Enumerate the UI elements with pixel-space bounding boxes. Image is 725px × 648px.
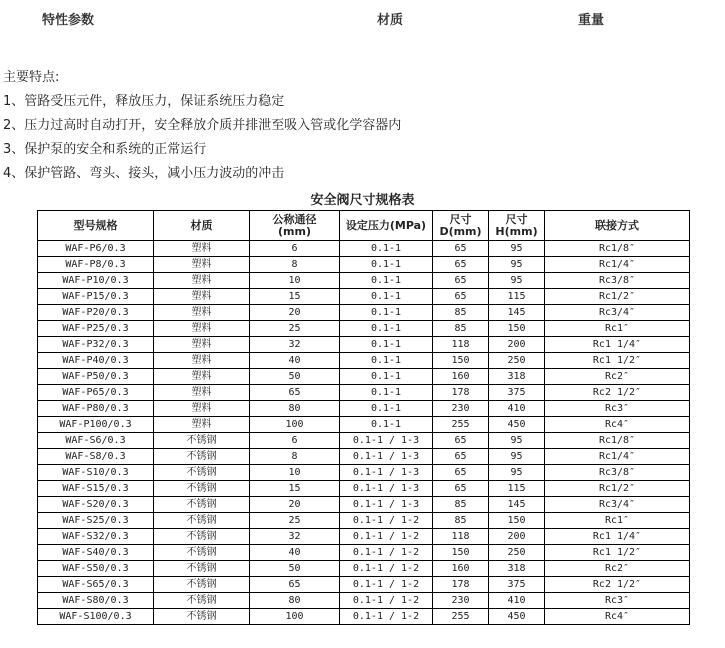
size-h-cell: 410 <box>489 593 545 609</box>
connection-cell: Rc1/8″ <box>545 433 690 449</box>
pressure-cell: 0.1-1 / 1-2 <box>340 529 433 545</box>
material-cell: 不锈钢 <box>154 433 250 449</box>
material-cell: 塑料 <box>154 321 250 337</box>
size-h-cell: 450 <box>489 417 545 433</box>
table-row <box>38 321 690 337</box>
diameter-cell: 20 <box>250 497 340 513</box>
connection-cell: Rc1/2″ <box>545 481 690 497</box>
diameter-cell: 50 <box>250 561 340 577</box>
pressure-cell: 0.1-1 <box>340 417 433 433</box>
table-header-col-set-pressure: 设定压力(MPa) <box>340 211 433 241</box>
material-cell: 塑料 <box>154 241 250 257</box>
pressure-cell: 0.1-1 / 1-3 <box>340 465 433 481</box>
size-h-cell: 115 <box>489 481 545 497</box>
table-row <box>38 273 690 289</box>
size-h-cell: 450 <box>489 609 545 625</box>
diameter-cell: 10 <box>250 465 340 481</box>
model-cell: WAF-S25/0.3 <box>38 513 154 529</box>
pressure-cell: 0.1-1 / 1-3 <box>340 449 433 465</box>
size-h-cell: 115 <box>489 289 545 305</box>
connection-cell: Rc1 1/4″ <box>545 337 690 353</box>
table-row <box>38 577 690 593</box>
connection-cell: Rc1/8″ <box>545 241 690 257</box>
size-d-cell: 65 <box>433 289 489 305</box>
diameter-cell: 10 <box>250 273 340 289</box>
material-cell: 不锈钢 <box>154 449 250 465</box>
model-cell: WAF-S20/0.3 <box>38 497 154 513</box>
connection-cell: Rc1/2″ <box>545 289 690 305</box>
size-d-cell: 150 <box>433 353 489 369</box>
pressure-cell: 0.1-1 / 1-2 <box>340 513 433 529</box>
connection-cell: Rc1″ <box>545 321 690 337</box>
model-cell: WAF-P25/0.3 <box>38 321 154 337</box>
table-row <box>38 337 690 353</box>
size-h-cell: 318 <box>489 561 545 577</box>
connection-cell: Rc1 1/2″ <box>545 353 690 369</box>
connection-cell: Rc1 1/2″ <box>545 545 690 561</box>
connection-cell: Rc3/4″ <box>545 497 690 513</box>
diameter-cell: 8 <box>250 449 340 465</box>
model-cell: WAF-S15/0.3 <box>38 481 154 497</box>
feature-item: 3、保护泵的安全和系统的正常运行 <box>3 142 207 157</box>
diameter-cell: 65 <box>250 385 340 401</box>
diameter-cell: 40 <box>250 545 340 561</box>
size-d-cell: 85 <box>433 321 489 337</box>
diameter-cell: 65 <box>250 577 340 593</box>
pressure-cell: 0.1-1 / 1-2 <box>340 577 433 593</box>
model-cell: WAF-S50/0.3 <box>38 561 154 577</box>
diameter-cell: 32 <box>250 337 340 353</box>
pressure-cell: 0.1-1 / 1-2 <box>340 545 433 561</box>
pressure-cell: 0.1-1 <box>340 321 433 337</box>
diameter-cell: 80 <box>250 593 340 609</box>
model-cell: WAF-P65/0.3 <box>38 385 154 401</box>
size-h-cell: 145 <box>489 497 545 513</box>
size-d-cell: 65 <box>433 257 489 273</box>
model-cell: WAF-S6/0.3 <box>38 433 154 449</box>
pressure-cell: 0.1-1 <box>340 353 433 369</box>
size-d-cell: 65 <box>433 433 489 449</box>
pressure-cell: 0.1-1 <box>340 337 433 353</box>
connection-cell: Rc2 1/2″ <box>545 577 690 593</box>
model-cell: WAF-P10/0.3 <box>38 273 154 289</box>
material-cell: 塑料 <box>154 289 250 305</box>
diameter-cell: 40 <box>250 353 340 369</box>
size-h-cell: 95 <box>489 433 545 449</box>
model-cell: WAF-S10/0.3 <box>38 465 154 481</box>
model-cell: WAF-S100/0.3 <box>38 609 154 625</box>
size-h-cell: 95 <box>489 449 545 465</box>
size-d-cell: 150 <box>433 545 489 561</box>
material-cell: 不锈钢 <box>154 465 250 481</box>
size-d-cell: 118 <box>433 337 489 353</box>
material-cell: 塑料 <box>154 369 250 385</box>
pressure-cell: 0.1-1 / 1-3 <box>340 433 433 449</box>
table-row <box>38 497 690 513</box>
table-header-col-material: 材质 <box>154 211 250 241</box>
table-header-col-size-d: 尺寸 D(mm) <box>433 211 489 241</box>
size-h-cell: 200 <box>489 337 545 353</box>
table-header-col-nominal-diameter: 公称通径 (mm) <box>250 211 340 241</box>
pressure-cell: 0.1-1 <box>340 305 433 321</box>
pressure-cell: 0.1-1 <box>340 369 433 385</box>
size-h-cell: 375 <box>489 385 545 401</box>
connection-cell: Rc2 1/2″ <box>545 385 690 401</box>
pressure-cell: 0.1-1 <box>340 289 433 305</box>
pressure-cell: 0.1-1 <box>340 385 433 401</box>
size-d-cell: 85 <box>433 513 489 529</box>
diameter-cell: 25 <box>250 513 340 529</box>
pressure-cell: 0.1-1 <box>340 241 433 257</box>
model-cell: WAF-S32/0.3 <box>38 529 154 545</box>
connection-cell: Rc2″ <box>545 561 690 577</box>
table-row <box>38 401 690 417</box>
diameter-cell: 6 <box>250 241 340 257</box>
diameter-cell: 8 <box>250 257 340 273</box>
table-row <box>38 385 690 401</box>
size-d-cell: 178 <box>433 385 489 401</box>
size-h-cell: 200 <box>489 529 545 545</box>
header-weight: 重量 <box>578 13 605 28</box>
model-cell: WAF-P40/0.3 <box>38 353 154 369</box>
table-body <box>38 241 690 625</box>
size-d-cell: 65 <box>433 241 489 257</box>
diameter-cell: 15 <box>250 289 340 305</box>
table-row <box>38 545 690 561</box>
connection-cell: Rc1″ <box>545 513 690 529</box>
size-h-cell: 95 <box>489 257 545 273</box>
model-cell: WAF-P50/0.3 <box>38 369 154 385</box>
diameter-cell: 32 <box>250 529 340 545</box>
table-header-col-model: 型号规格 <box>38 211 154 241</box>
connection-cell: Rc3″ <box>545 593 690 609</box>
model-cell: WAF-P6/0.3 <box>38 241 154 257</box>
material-cell: 不锈钢 <box>154 529 250 545</box>
diameter-cell: 25 <box>250 321 340 337</box>
pressure-cell: 0.1-1 <box>340 257 433 273</box>
table-row <box>38 241 690 257</box>
size-d-cell: 178 <box>433 577 489 593</box>
feature-item: 2、压力过高时自动打开，安全释放介质并排泄至吸入管或化学容器内 <box>3 118 402 133</box>
size-d-cell: 65 <box>433 273 489 289</box>
table-row <box>38 289 690 305</box>
pressure-cell: 0.1-1 <box>340 401 433 417</box>
pressure-cell: 0.1-1 / 1-3 <box>340 481 433 497</box>
connection-cell: Rc2″ <box>545 369 690 385</box>
table-row <box>38 481 690 497</box>
header-material: 材质 <box>377 13 404 28</box>
size-d-cell: 65 <box>433 465 489 481</box>
table-row <box>38 593 690 609</box>
pressure-cell: 0.1-1 / 1-2 <box>340 593 433 609</box>
spec-table <box>37 210 690 625</box>
model-cell: WAF-P15/0.3 <box>38 289 154 305</box>
material-cell: 塑料 <box>154 353 250 369</box>
table-row <box>38 609 690 625</box>
material-cell: 塑料 <box>154 385 250 401</box>
model-cell: WAF-S65/0.3 <box>38 577 154 593</box>
table-row <box>38 513 690 529</box>
table-row <box>38 465 690 481</box>
connection-cell: Rc4″ <box>545 609 690 625</box>
header-spec-params: 特性参数 <box>42 13 95 28</box>
size-h-cell: 150 <box>489 321 545 337</box>
material-cell: 塑料 <box>154 401 250 417</box>
size-d-cell: 255 <box>433 609 489 625</box>
pressure-cell: 0.1-1 / 1-3 <box>340 497 433 513</box>
connection-cell: Rc1 1/4″ <box>545 529 690 545</box>
model-cell: WAF-P32/0.3 <box>38 337 154 353</box>
table-row <box>38 561 690 577</box>
table-row <box>38 449 690 465</box>
size-d-cell: 230 <box>433 401 489 417</box>
model-cell: WAF-P80/0.3 <box>38 401 154 417</box>
size-d-cell: 65 <box>433 481 489 497</box>
material-cell: 塑料 <box>154 257 250 273</box>
material-cell: 不锈钢 <box>154 561 250 577</box>
pressure-cell: 0.1-1 / 1-2 <box>340 561 433 577</box>
connection-cell: Rc1/4″ <box>545 449 690 465</box>
table-header-row <box>38 211 690 241</box>
diameter-cell: 100 <box>250 417 340 433</box>
connection-cell: Rc1/4″ <box>545 257 690 273</box>
model-cell: WAF-P20/0.3 <box>38 305 154 321</box>
material-cell: 塑料 <box>154 417 250 433</box>
size-d-cell: 118 <box>433 529 489 545</box>
size-h-cell: 95 <box>489 241 545 257</box>
connection-cell: Rc4″ <box>545 417 690 433</box>
connection-cell: Rc3″ <box>545 401 690 417</box>
diameter-cell: 15 <box>250 481 340 497</box>
table-header-col-connection: 联接方式 <box>545 211 690 241</box>
features-section <box>3 66 401 186</box>
table-row <box>38 305 690 321</box>
model-cell: WAF-S80/0.3 <box>38 593 154 609</box>
model-cell: WAF-S40/0.3 <box>38 545 154 561</box>
pressure-cell: 0.1-1 / 1-2 <box>340 609 433 625</box>
feature-item: 1、管路受压元件，释放压力，保证系统压力稳定 <box>3 94 285 109</box>
table-row <box>38 369 690 385</box>
table-row <box>38 529 690 545</box>
size-d-cell: 160 <box>433 369 489 385</box>
diameter-cell: 80 <box>250 401 340 417</box>
size-d-cell: 230 <box>433 593 489 609</box>
size-d-cell: 255 <box>433 417 489 433</box>
connection-cell: Rc3/8″ <box>545 273 690 289</box>
size-h-cell: 150 <box>489 513 545 529</box>
material-cell: 塑料 <box>154 337 250 353</box>
material-cell: 塑料 <box>154 305 250 321</box>
model-cell: WAF-S8/0.3 <box>38 449 154 465</box>
model-cell: WAF-P8/0.3 <box>38 257 154 273</box>
size-d-cell: 65 <box>433 449 489 465</box>
material-cell: 不锈钢 <box>154 593 250 609</box>
size-d-cell: 85 <box>433 497 489 513</box>
material-cell: 不锈钢 <box>154 513 250 529</box>
material-cell: 塑料 <box>154 273 250 289</box>
diameter-cell: 20 <box>250 305 340 321</box>
size-h-cell: 375 <box>489 577 545 593</box>
features-title: 主要特点: <box>3 70 60 85</box>
feature-item: 4、保护管路、弯头、接头，减小压力波动的冲击 <box>3 166 285 181</box>
material-cell: 不锈钢 <box>154 577 250 593</box>
size-h-cell: 145 <box>489 305 545 321</box>
model-cell: WAF-P100/0.3 <box>38 417 154 433</box>
diameter-cell: 50 <box>250 369 340 385</box>
diameter-cell: 100 <box>250 609 340 625</box>
connection-cell: Rc3/8″ <box>545 465 690 481</box>
table-header-col-size-h: 尺寸 H(mm) <box>489 211 545 241</box>
table-row <box>38 433 690 449</box>
material-cell: 不锈钢 <box>154 545 250 561</box>
table-title: 安全阀尺寸规格表 <box>310 193 415 208</box>
diameter-cell: 6 <box>250 433 340 449</box>
material-cell: 不锈钢 <box>154 497 250 513</box>
material-cell: 不锈钢 <box>154 481 250 497</box>
size-h-cell: 250 <box>489 545 545 561</box>
size-d-cell: 85 <box>433 305 489 321</box>
size-h-cell: 95 <box>489 273 545 289</box>
size-h-cell: 318 <box>489 369 545 385</box>
size-d-cell: 160 <box>433 561 489 577</box>
pressure-cell: 0.1-1 <box>340 273 433 289</box>
material-cell: 不锈钢 <box>154 609 250 625</box>
size-h-cell: 410 <box>489 401 545 417</box>
connection-cell: Rc3/4″ <box>545 305 690 321</box>
table-row <box>38 417 690 433</box>
size-h-cell: 250 <box>489 353 545 369</box>
table-row <box>38 257 690 273</box>
table-row <box>38 353 690 369</box>
size-h-cell: 95 <box>489 465 545 481</box>
